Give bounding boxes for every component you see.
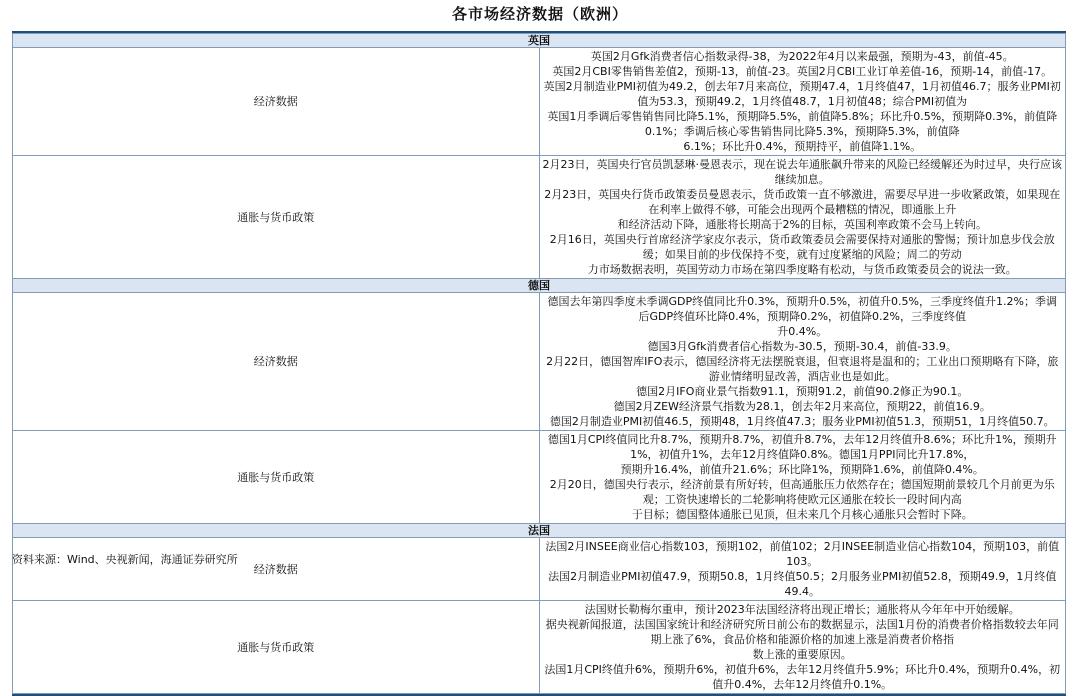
section-header-row <box>13 524 1066 538</box>
category-cell: 经济数据 <box>13 293 540 431</box>
text-line: 于目标；德国整体通胀已见顶，但未来几个月核心通胀只会暂时下降。 <box>631 508 973 521</box>
text-line: 德国3月Gfk消费者信心指数为-30.5，预期-30.4，前值-33.9。 <box>647 340 957 353</box>
text-line: 预期升16.4%，前值升21.6%；环比降1%，预期降1.6%，前值降0.4%。 <box>620 463 984 476</box>
data-table-frame <box>12 31 1066 696</box>
text-line: 法国财长勒梅尔重申，预计2023年法国经济将出现正增长；通胀将从今年年中开始缓解。 <box>584 603 1020 616</box>
text-line: 德国2月IFO商业景气指数91.1，预期91.2，前值90.2修正为90.1。 <box>636 385 969 398</box>
text-line: 2月22日，德国智库IFO表示，德国经济将无法摆脱衰退，但衰退将是温和的；工业出口预期略有下降，旅游业情绪明显改善，酒店业也是如此。 <box>546 355 1059 383</box>
table-row <box>13 601 1066 694</box>
table-row <box>13 431 1066 524</box>
text-line: 2月23日，英国央行官员凯瑟琳·曼恩表示，现在说去年通胀飙升带来的风险已经缓解还为时过早，央行应该继续加息。 <box>542 158 1062 186</box>
text-line: 力市场数据表明，英国劳动力市场在第四季度略有松动，与货币政策委员会的说法一致。 <box>587 263 1017 276</box>
page-title: 各市场经济数据（欧洲） <box>451 5 628 23</box>
text-line: 英国2月CBI零售销售差值2，预期-13，前值-23。英国2月CBI工业订单差值-16，预期-14，前值-17。 <box>552 65 1053 78</box>
section-header-de: 德国 <box>13 279 1066 293</box>
section-header-row <box>13 34 1066 48</box>
category-cell: 经济数据 <box>13 538 540 601</box>
text-line: 2月20日，德国央行表示，经济前景有所好转，但高通胀压力依然存在；德国短期前景较几个月前更为乐观；工资快速增长的二轮影响将使欧元区通胀在较长一段时间内高 <box>549 478 1055 506</box>
category-cell: 通胀与货币政策 <box>13 431 540 524</box>
text-line: 数上涨的重要原因。 <box>752 648 852 661</box>
text-line: 英国2月制造业PMI初值为49.2，创去年7月来高位，预期47.4，1月终值47，1月初值46.7；服务业PMI初值为53.3，预期49.2，1月终值48.7，1月初值48；综合PMI初值为 <box>543 80 1061 108</box>
table-row <box>13 156 1066 279</box>
category-cell: 通胀与货币政策 <box>13 156 540 279</box>
content-cell <box>539 601 1066 694</box>
data-table <box>12 33 1066 694</box>
content-cell <box>539 431 1066 524</box>
text-line: 6.1%；环比升0.4%，预期持平，前值降1.1%。 <box>683 140 922 153</box>
table-row <box>13 538 1066 601</box>
text-line: 法国2月INSEE商业信心指数103，预期102，前值102；2月INSEE制造业信心指数104，预期103，前值103。 <box>545 540 1060 568</box>
category-cell: 通胀与货币政策 <box>13 601 540 694</box>
source-note: 资料来源：Wind、央视新闻，海通证券研究所 <box>12 553 238 566</box>
text-line: 和经济活动下降，通胀将长期高于2%的目标，英国利率政策不会马上转向。 <box>617 218 987 231</box>
text-line: 据央视新闻报道，法国国家统计和经济研究所日前公布的数据显示，法国1月份的消费者价格指数较去年同期上涨了6%，食品价格和能源价格的加速上涨是消费者价格指 <box>545 618 1059 646</box>
text-line: 德国1月CPI终值同比升8.7%，预期升8.7%，初值升8.7%，去年12月终值升8.6%；环比升1%，预期升1%，初值升1%，去年12月终值降0.8%。德国1月PPI同比升17.8%， <box>547 433 1057 461</box>
text-line: 2月16日，英国央行首席经济学家皮尔表示，货币政策委员会需要保持对通胀的警惕；预计加息步伐会放缓；如果目前的步伐保持不变，就有过度紧缩的风险；周二的劳动 <box>549 233 1055 261</box>
category-cell: 经济数据 <box>13 48 540 156</box>
text-line: 英国2月Gfk消费者信心指数录得-38，为2022年4月以来最强，预期为-43，前值-45。 <box>590 50 1014 63</box>
content-cell <box>539 48 1066 156</box>
content-cell <box>539 293 1066 431</box>
table-row <box>13 48 1066 156</box>
text-line: 德国去年第四季度未季调GDP终值同比升0.3%，预期升0.5%，初值升0.5%，三季度终值升1.2%；季调后GDP终值环比降0.4%，预期降0.2%，初值降0.2%，三季度终值 <box>547 295 1057 323</box>
text-line: 升0.4%。 <box>777 325 828 338</box>
text-line: 英国1月季调后零售销售同比降5.1%，预期降5.5%，前值降5.8%；环比升0.5%，预期降0.3%，前值降0.1%；季调后核心零售销售同比降5.3%，预期降5.3%，前值降 <box>547 110 1058 138</box>
text-line: 法国2月制造业PMI初值47.9，预期50.8，1月终值50.5；2月服务业PMI初值52.8，预期49.9，1月终值49.4。 <box>548 570 1057 598</box>
content-cell <box>539 538 1066 601</box>
text-line: 法国1月CPI终值升6%，预期升6%，初值升6%，去年12月终值升5.9%；环比升0.4%，预期升0.4%，初值升0.4%，去年12月终值升0.1%。 <box>544 663 1061 691</box>
section-header-fr: 法国 <box>13 524 1066 538</box>
text-line: 德国2月制造业PMI初值46.5，预期48，1月终值47.3；服务业PMI初值51.3，预期51，1月终值50.7。 <box>549 415 1055 428</box>
section-header-row <box>13 279 1066 293</box>
content-cell <box>539 156 1066 279</box>
section-header-uk: 英国 <box>13 34 1066 48</box>
table-row <box>13 293 1066 431</box>
text-line: 2月23日，英国央行货币政策委员曼恩表示，货币政策一直不够激进，需要尽早进一步收紧政策，如果现在在利率上做得不够，可能会出现两个最糟糕的情况，即通胀上升 <box>544 188 1061 216</box>
text-line: 德国2月ZEW经济景气指数为28.1，创去年2月来高位，预期22，前值16.9。 <box>613 400 991 413</box>
